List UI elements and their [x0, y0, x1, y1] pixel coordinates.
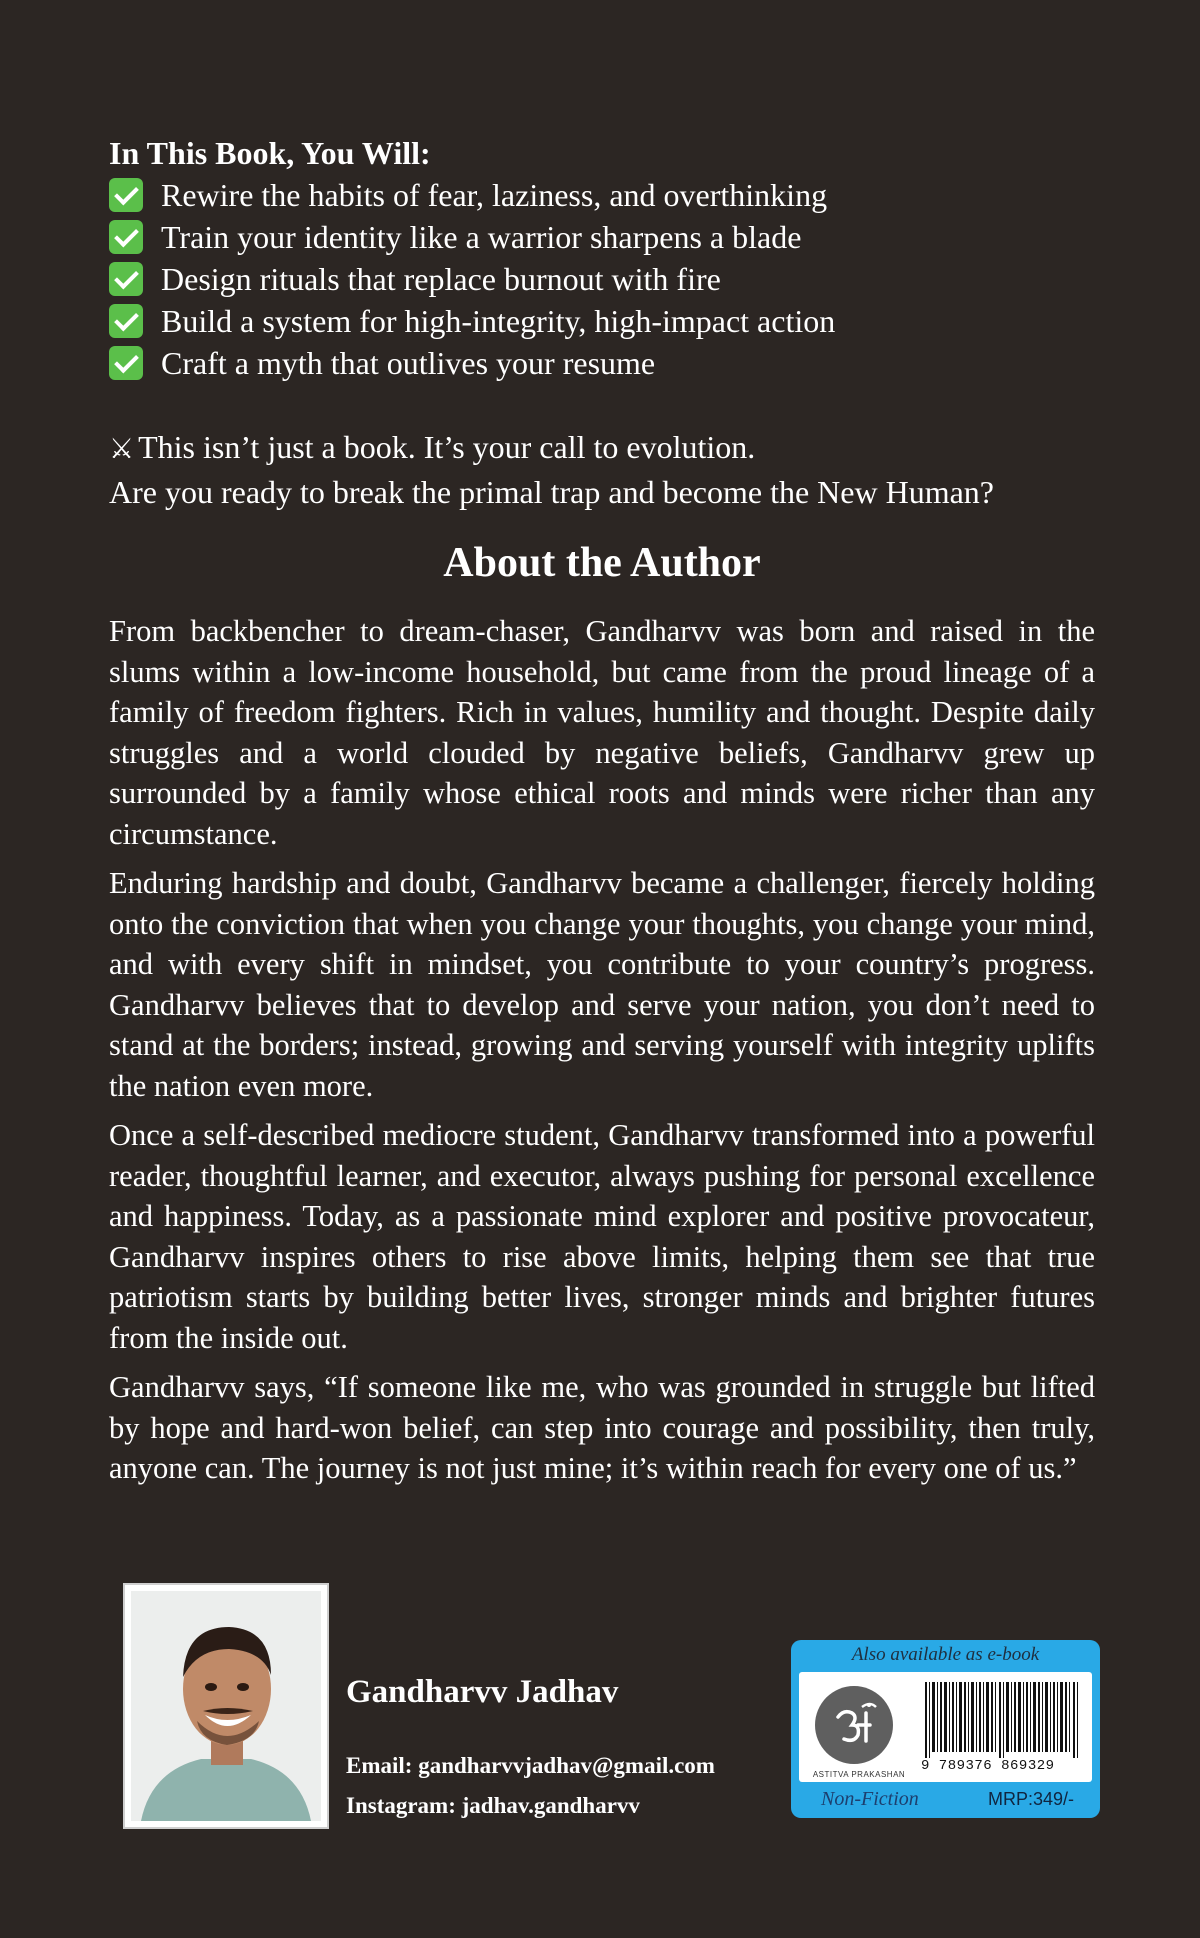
check-mark-icon — [109, 178, 143, 212]
author-bio — [109, 611, 1095, 1489]
author-portrait-icon — [131, 1591, 321, 1821]
feature-text: Build a system for high-integrity, high-impact action — [161, 303, 836, 339]
list-item — [109, 174, 1095, 216]
feature-text: Craft a myth that outlives your resume — [161, 345, 656, 381]
author-instagram: Instagram: jadhav.gandharvv — [346, 1793, 640, 1818]
price-label: MRP:349/- — [987, 1789, 1074, 1809]
ebook-note: Also available as e-book — [851, 1644, 1040, 1665]
check-mark-icon — [109, 304, 143, 338]
isbn-panel — [799, 1672, 1092, 1782]
author-email: Email: gandharvvjadhav@gmail.com — [346, 1753, 715, 1778]
bio-paragraph: From backbencher to dream-chaser, Gandharvv was born and raised in the slums within a low-income household, but came from the proud lineage of a family of freedom fighters. Rich in values, humility and thought. Despite daily struggles and a world clouded by negative beliefs, Gandharvv grew up surrounded by a family whose ethical roots and minds were richer than any circumstance. — [109, 614, 1095, 851]
list-item — [109, 300, 1095, 342]
feature-text: Design rituals that replace burnout with fire — [161, 261, 721, 297]
check-mark-icon — [109, 220, 143, 254]
barcode-icon — [925, 1682, 1085, 1758]
author-name: Gandharvv Jadhav — [346, 1674, 619, 1710]
author-photo-frame — [123, 1583, 329, 1829]
features-list — [109, 174, 1095, 384]
bio-paragraph: Gandharvv says, “If someone like me, who was grounded in struggle but lifted by hope and hard-won belief, can step into courage and possibility, then truly, anyone can. The journey is not just mine; it’s within reach for every one of us.” — [109, 1370, 1095, 1485]
barcode-panel — [791, 1640, 1100, 1818]
check-mark-icon — [109, 346, 143, 380]
feature-text: Rewire the habits of fear, laziness, and overthinking — [161, 177, 828, 213]
call-line-1 — [109, 426, 1095, 471]
list-item — [109, 258, 1095, 300]
publisher-logo-icon — [815, 1686, 893, 1764]
author-contact — [346, 1746, 715, 1826]
list-item — [109, 216, 1095, 258]
crossed-swords-icon: ⚔ — [109, 434, 135, 465]
publisher-name: ASTITVA PRAKASHAN — [812, 1770, 906, 1779]
about-author-heading: About the Author — [443, 540, 761, 586]
feature-text: Train your identity like a warrior sharpens a blade — [161, 219, 802, 255]
author-photo — [131, 1591, 321, 1821]
list-item — [109, 342, 1095, 384]
features-title: In This Book, You Will: — [109, 135, 431, 171]
back-cover-text — [109, 132, 1095, 1498]
isbn-number: 9 789376 869329 — [921, 1758, 1055, 1774]
genre-label: Non-Fiction — [821, 1788, 919, 1810]
call-to-action — [109, 426, 1095, 513]
bio-paragraph: Enduring hardship and doubt, Gandharvv became a challenger, fiercely holding onto the conviction that when you change your thoughts, you change your mind, and with every shift in mindset, you contribute to your country’s progress. Gandharvv believes that to develop and serve your nation, you don’t need to stand at the borders; instead, growing and serving yourself with integrity uplifts the nation even more. — [109, 866, 1095, 1103]
call-line-2: Are you ready to break the primal trap and become the New Human? — [109, 474, 994, 510]
bio-paragraph: Once a self-described mediocre student, Gandharvv transformed into a powerful reader, thoughtful learner, and executor, always pushing for personal excellence and happiness. Today, as a passionate mind explorer and positive provocateur, Gandharvv inspires others to rise above limits, helping them see that true patriotism starts by building better lives, stronger minds and brighter futures from the inside out. — [109, 1118, 1095, 1355]
call-line-1-text: This isn’t just a book. It’s your call to evolution. — [138, 429, 756, 465]
check-mark-icon — [109, 262, 143, 296]
